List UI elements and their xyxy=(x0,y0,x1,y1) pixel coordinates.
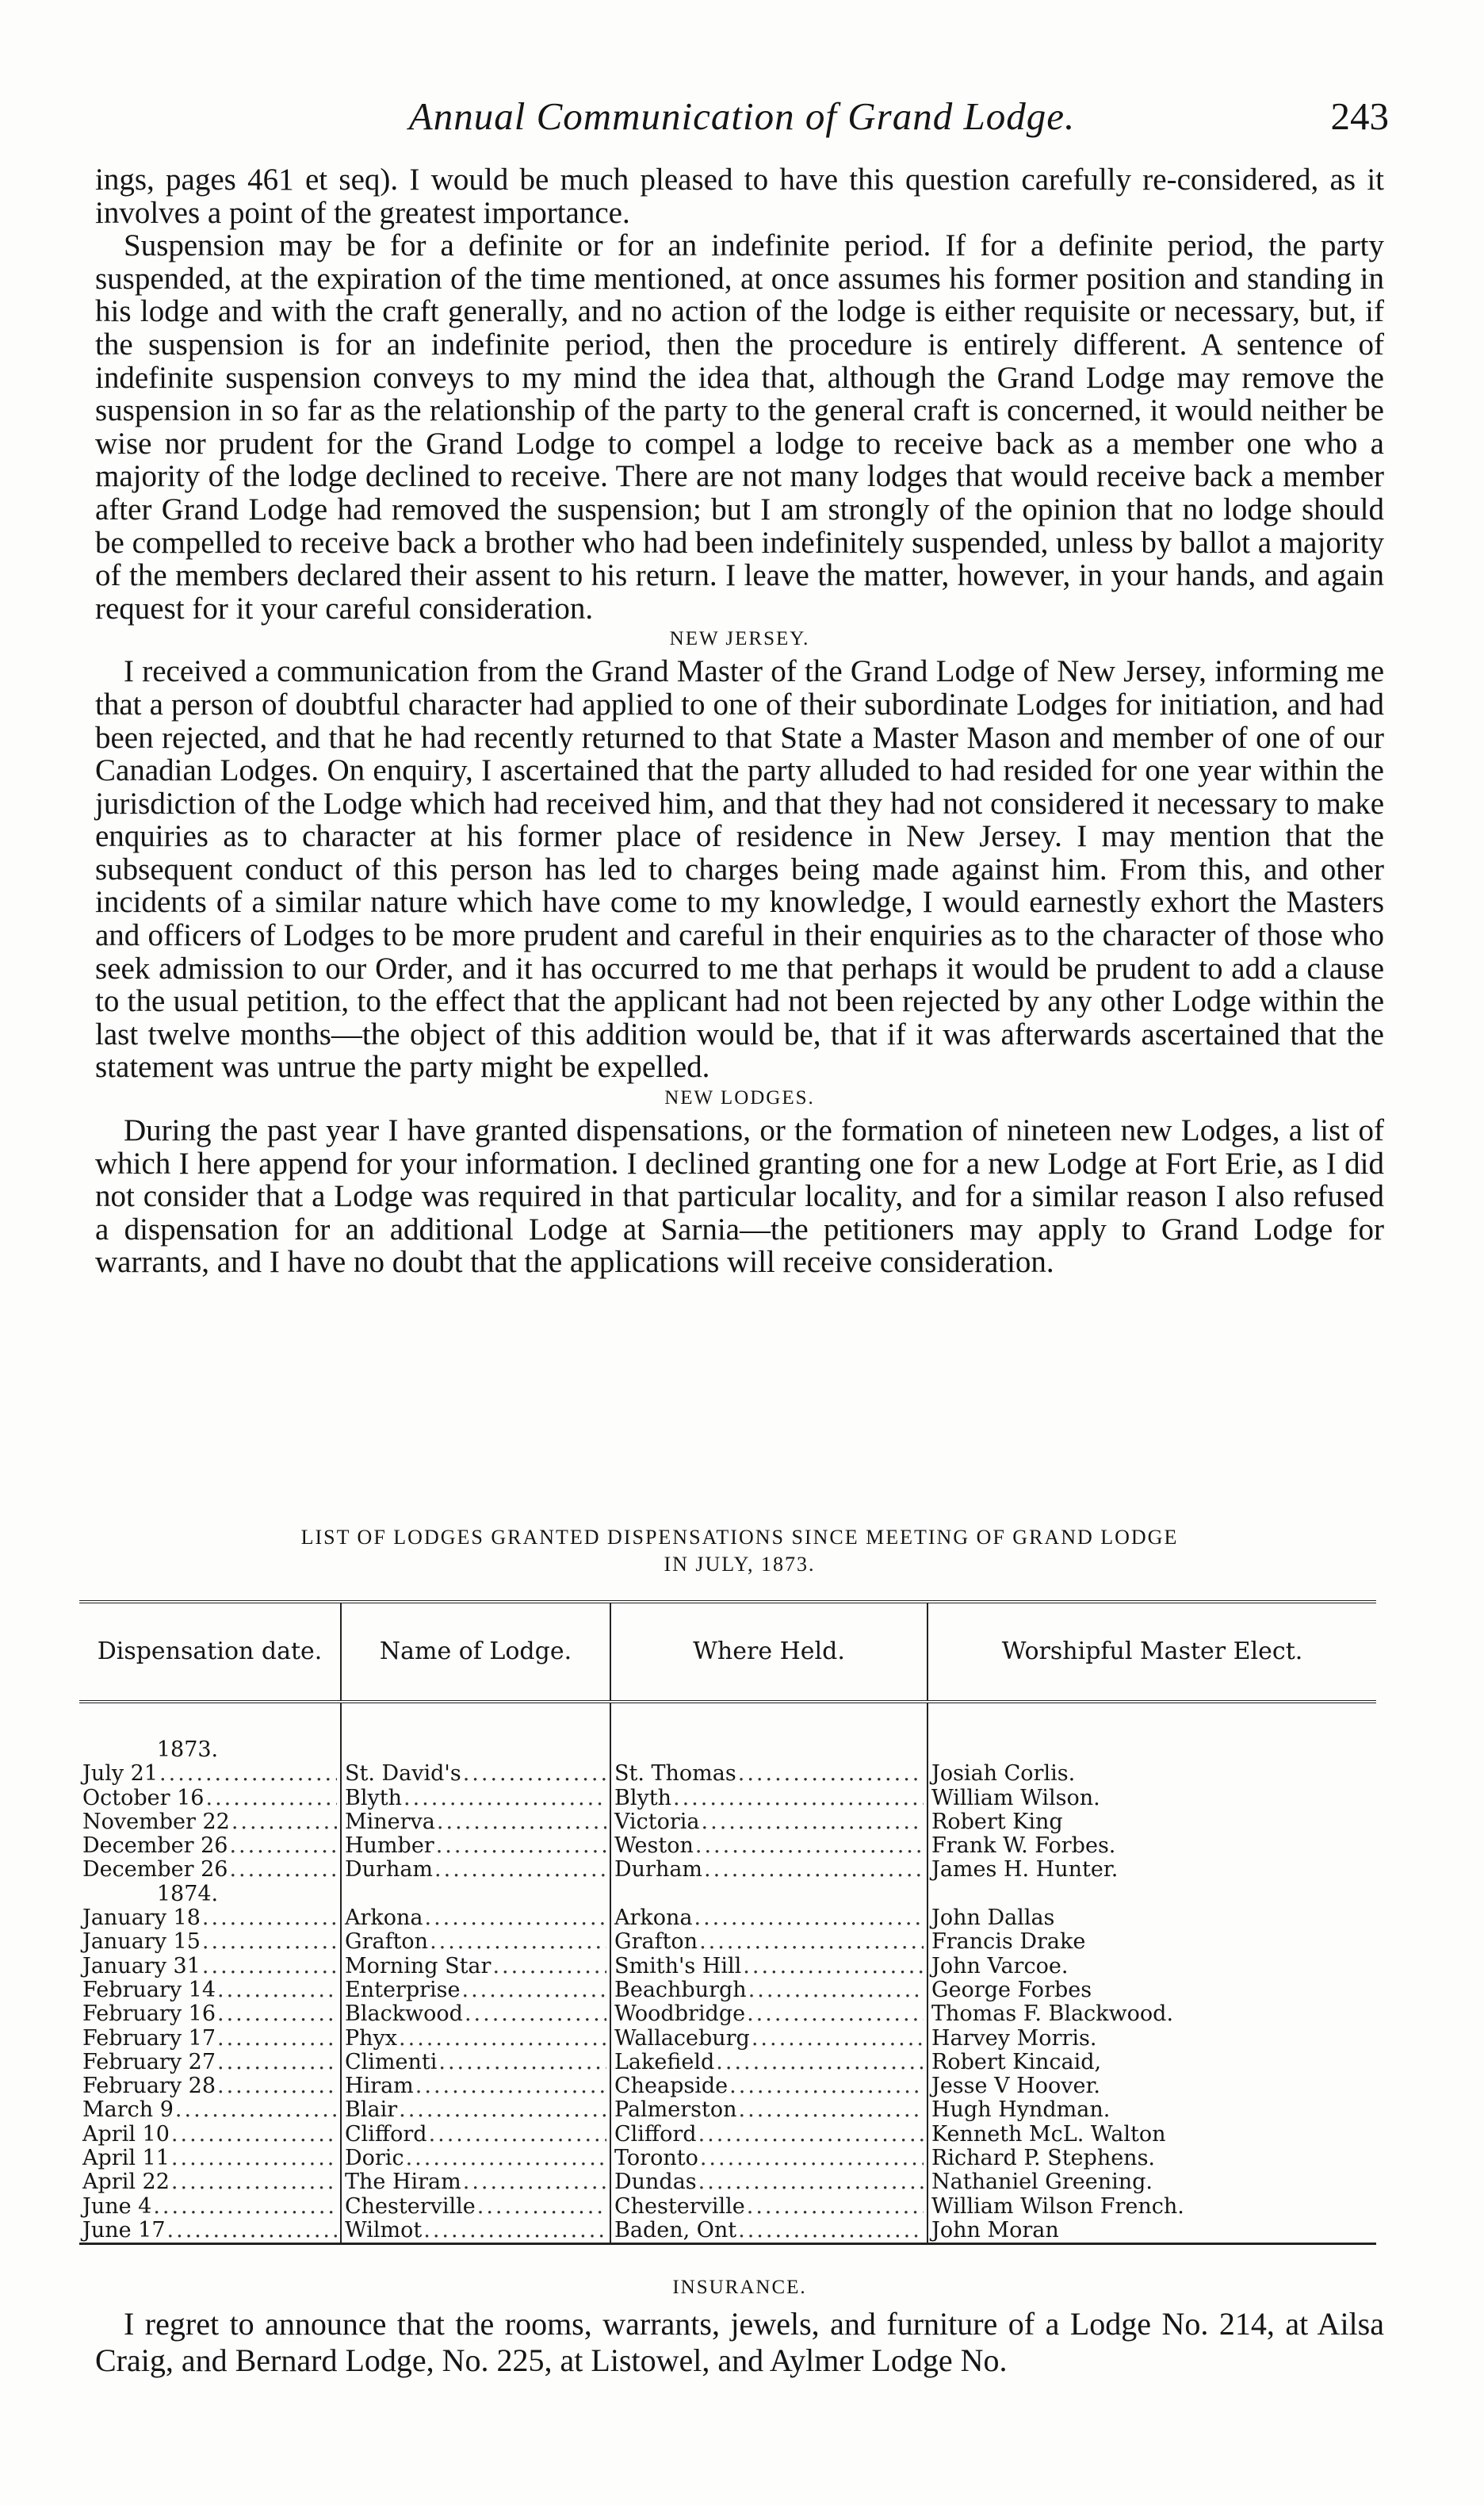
where-held-cell-text: Beachburgh xyxy=(614,1978,747,2002)
dispensation-date-cell-text: October 16 xyxy=(82,1786,205,1810)
dispensation-date-cell xyxy=(79,2027,341,2051)
lodge-name-cell-text: Minerva xyxy=(345,1810,435,1834)
where-held-cell-text: Palmerston xyxy=(614,2098,737,2123)
column-header-name: Name of Lodge. xyxy=(341,1602,610,1702)
table-row xyxy=(79,2098,1376,2122)
dispensation-date-cell xyxy=(79,2074,341,2098)
table-year-row xyxy=(79,1738,1376,1762)
leader-dots xyxy=(704,1858,924,1882)
table-row xyxy=(79,2195,1376,2219)
leader-dots xyxy=(699,1930,924,1954)
where-held-cell-text: St. Thomas xyxy=(614,1762,736,1787)
lodge-name-cell xyxy=(341,2098,610,2122)
where-held-cell-text: Durham xyxy=(614,1858,703,1883)
lodge-name-cell-text: Phyx xyxy=(345,2026,398,2051)
dispensation-date-cell-text: December 26 xyxy=(82,1834,228,1859)
list-title-line-1: LIST OF LODGES GRANTED DISPENSATIONS SINCE MEETING OF GRAND LODGE xyxy=(300,1526,1179,1549)
leader-dots xyxy=(217,2002,337,2026)
table-year-row xyxy=(79,1883,1376,1906)
paragraph-new-lodges: During the past year I have granted dispensations, or the formation of nineteen new Lodges, a list of which I here append for your information. I declined granting one for a new Lodge at Fort Erie, as I did not consider that a Lodge was required in that particular locality, and for a similar reason I also refused a dispensation for an additional Lodge at Sarnia—the petitioners may apply to Grand Lodge for warrants, and I have no doubt that the applications will receive consideration. xyxy=(95,1113,1384,1280)
table-row xyxy=(79,2027,1376,2051)
table-row xyxy=(79,1834,1376,1858)
lodge-name-cell-text: Doric xyxy=(345,2147,404,2171)
list-title-line-2: IN JULY, 1873. xyxy=(664,1553,816,1576)
leader-dots xyxy=(716,2051,924,2074)
leader-dots xyxy=(739,2098,924,2122)
lodge-name-cell xyxy=(341,1858,610,1882)
table-row xyxy=(79,1955,1376,1978)
where-held-cell-text: Lakefield xyxy=(614,2050,715,2074)
table-row xyxy=(79,1930,1376,1954)
leader-dots xyxy=(217,2027,337,2051)
dispensation-date-cell-text: April 11 xyxy=(82,2147,170,2171)
dispensation-date-cell-text: June 17 xyxy=(82,2218,166,2243)
where-held-cell xyxy=(610,2098,928,2122)
where-held-cell xyxy=(610,2123,928,2147)
leader-dots xyxy=(463,1762,606,1786)
page-number: 243 xyxy=(1330,94,1389,138)
lodge-name-cell xyxy=(341,1834,610,1858)
leader-dots xyxy=(700,2147,924,2170)
lodge-name-cell xyxy=(341,2051,610,2074)
leader-dots xyxy=(465,2002,606,2026)
dispensation-date-cell-text: January 31 xyxy=(82,1954,201,1978)
lodge-name-cell-text: Morning Star xyxy=(345,1954,491,1978)
leader-dots xyxy=(171,2170,337,2194)
body-text-bottom xyxy=(95,2306,1384,2379)
year-label-1873: 1873. xyxy=(156,1738,219,1762)
dispensation-date-cell-text: January 18 xyxy=(82,1906,201,1931)
dispensation-date-cell xyxy=(79,1858,341,1882)
lodge-name-cell xyxy=(341,1955,610,1978)
dispensation-date-cell xyxy=(79,1955,341,1978)
dispensation-date-cell-text: January 15 xyxy=(82,1930,201,1955)
leader-dots xyxy=(425,1906,606,1930)
table-row xyxy=(79,1978,1376,2002)
dispensation-date-cell-text: December 26 xyxy=(82,1858,228,1883)
dispensation-date-cell xyxy=(79,2219,341,2244)
master-elect-cell-text: Harvey Morris. xyxy=(931,2026,1097,2051)
column-header-place: Where Held. xyxy=(610,1602,928,1702)
leader-dots xyxy=(673,1787,924,1810)
lodge-name-cell-text: The Hiram xyxy=(345,2170,461,2195)
master-elect-cell xyxy=(928,2170,1376,2194)
list-title xyxy=(95,1524,1384,1578)
lodge-name-cell xyxy=(341,2170,610,2194)
table-spacer-row xyxy=(79,1702,1376,1738)
dispensation-date-cell xyxy=(79,1978,341,2002)
dispensation-date-cell xyxy=(79,2195,341,2219)
dispensation-date-cell xyxy=(79,2147,341,2170)
lodge-name-cell-text: Blackwood xyxy=(345,2002,463,2027)
master-elect-cell-text: William Wilson French. xyxy=(931,2194,1184,2219)
where-held-cell xyxy=(610,2195,928,2219)
where-held-cell-text: Baden, Ont xyxy=(614,2218,737,2243)
master-elect-cell xyxy=(928,2219,1376,2244)
where-held-cell-text: Weston xyxy=(614,1834,694,1859)
where-held-cell xyxy=(610,1858,928,1882)
dispensation-date-cell-text: February 14 xyxy=(82,1978,216,2002)
leader-dots xyxy=(748,1978,924,2002)
lodge-name-cell-text: Blyth xyxy=(345,1786,402,1810)
lodge-name-cell xyxy=(341,2147,610,2170)
master-elect-cell xyxy=(928,2002,1376,2026)
leader-dots xyxy=(171,2123,337,2147)
leader-dots xyxy=(202,1955,337,1978)
leader-dots xyxy=(205,1787,337,1810)
where-held-cell-text: Grafton xyxy=(614,1930,698,1955)
dispensation-date-cell xyxy=(79,1906,341,1930)
master-elect-cell xyxy=(928,1978,1376,2002)
where-held-cell-text: Cheapside xyxy=(614,2074,729,2099)
lodge-name-cell xyxy=(341,1906,610,1930)
dispensation-date-cell-text: November 22 xyxy=(82,1810,230,1834)
leader-dots xyxy=(477,2195,606,2219)
dispensation-date-cell-text: February 16 xyxy=(82,2002,216,2027)
lodge-name-cell-text: Hiram xyxy=(345,2074,414,2099)
dispensation-date-cell xyxy=(79,2002,341,2026)
lodges-table xyxy=(79,1600,1376,2245)
leader-dots xyxy=(436,1834,606,1858)
leader-dots xyxy=(217,2051,337,2074)
paragraph-continuation: ings, pages 461 et seq). I would be much pleased to have this question carefully re-considered, as it involves a point of the greatest importance. xyxy=(95,163,1384,230)
leader-dots xyxy=(429,2123,606,2147)
leader-dots xyxy=(171,2147,337,2170)
lodge-name-cell-text: Chesterville xyxy=(345,2194,476,2219)
leader-dots xyxy=(743,1955,924,1978)
lodge-name-cell xyxy=(341,1787,610,1810)
leader-dots xyxy=(415,2074,606,2098)
where-held-cell-text: Wallaceburg xyxy=(614,2026,750,2051)
lodge-name-cell xyxy=(341,2195,610,2219)
page-header xyxy=(95,94,1389,149)
lodge-name-cell-text: Arkona xyxy=(345,1906,423,1931)
dispensation-date-cell xyxy=(79,1834,341,1858)
table-row xyxy=(79,1858,1376,1882)
leader-dots xyxy=(752,2027,924,2051)
table-row xyxy=(79,2002,1376,2026)
leader-dots xyxy=(202,1906,337,1930)
master-elect-cell xyxy=(928,1762,1376,1786)
where-held-cell xyxy=(610,1810,928,1834)
table-row xyxy=(79,1762,1376,1786)
lodge-name-cell xyxy=(341,2027,610,2051)
lodge-name-cell-text: Clifford xyxy=(345,2122,427,2147)
master-elect-cell xyxy=(928,2074,1376,2098)
leader-dots xyxy=(738,2219,924,2243)
where-held-cell xyxy=(610,2170,928,2194)
master-elect-cell xyxy=(928,2051,1376,2074)
master-elect-cell-text: Richard P. Stephens. xyxy=(931,2147,1156,2171)
where-held-cell xyxy=(610,1930,928,1954)
lodge-name-cell xyxy=(341,2002,610,2026)
dispensation-date-cell xyxy=(79,2051,341,2074)
leader-dots xyxy=(217,1978,337,2002)
lodge-name-cell xyxy=(341,1810,610,1834)
dispensation-date-cell xyxy=(79,1810,341,1834)
master-elect-cell-text: Josiah Corlis. xyxy=(931,1762,1076,1787)
where-held-cell xyxy=(610,1834,928,1858)
where-held-cell xyxy=(610,1906,928,1930)
body-text-top xyxy=(95,163,1384,1279)
master-elect-cell-text: Kenneth McL. Walton xyxy=(931,2122,1166,2147)
leader-dots xyxy=(202,1930,337,1954)
dispensation-date-cell-text: February 17 xyxy=(82,2026,216,2051)
where-held-cell xyxy=(610,1787,928,1810)
dispensation-date-cell-text: June 4 xyxy=(82,2194,152,2219)
dispensation-date-cell xyxy=(79,2098,341,2122)
master-elect-cell-text: George Forbes xyxy=(931,1978,1092,2002)
leader-dots xyxy=(229,1858,337,1882)
where-held-cell-text: Toronto xyxy=(614,2147,698,2171)
master-elect-cell-text: John Varcoe. xyxy=(931,1954,1069,1978)
dispensation-date-cell xyxy=(79,1787,341,1810)
leader-dots xyxy=(738,1762,924,1786)
dispensation-date-cell xyxy=(79,1930,341,1954)
master-elect-cell xyxy=(928,2123,1376,2147)
leader-dots xyxy=(702,1810,924,1834)
leader-dots xyxy=(462,1978,607,2002)
leader-dots xyxy=(695,1834,924,1858)
leader-dots xyxy=(423,2219,606,2243)
table-row xyxy=(79,2074,1376,2098)
table-row xyxy=(79,2219,1376,2244)
leader-dots xyxy=(463,2170,606,2194)
where-held-cell-text: Chesterville xyxy=(614,2194,745,2219)
table-row xyxy=(79,2051,1376,2074)
lodge-name-cell xyxy=(341,1978,610,2002)
master-elect-cell-text: Nathaniel Greening. xyxy=(931,2170,1153,2195)
leader-dots xyxy=(231,1810,337,1834)
dispensation-date-cell-text: March 9 xyxy=(82,2098,174,2123)
master-elect-cell xyxy=(928,1955,1376,1978)
section-heading-new-lodges: NEW LODGES. xyxy=(664,1087,815,1109)
leader-dots xyxy=(698,2170,924,2194)
where-held-cell-text: Clifford xyxy=(614,2122,697,2147)
table-body xyxy=(79,1702,1376,2244)
master-elect-cell-text: Thomas F. Blackwood. xyxy=(931,2002,1174,2027)
lodge-name-cell-text: St. David's xyxy=(345,1762,461,1787)
lodge-name-cell-text: Blair xyxy=(345,2098,398,2123)
dispensation-date-cell xyxy=(79,2123,341,2147)
column-header-master: Worshipful Master Elect. xyxy=(928,1602,1376,1702)
dispensation-date-cell-text: July 21 xyxy=(82,1762,159,1787)
lodge-name-cell xyxy=(341,2219,610,2244)
section-heading-new-jersey: NEW JERSEY. xyxy=(669,628,810,650)
master-elect-cell-text: Robert King xyxy=(931,1810,1063,1834)
lodge-name-cell-text: Wilmot xyxy=(345,2218,423,2243)
where-held-cell xyxy=(610,1955,928,1978)
leader-dots xyxy=(229,1834,337,1858)
master-elect-cell xyxy=(928,1858,1376,1882)
leader-dots xyxy=(438,2051,606,2074)
master-elect-cell-text: Frank W. Forbes. xyxy=(931,1834,1116,1859)
master-elect-cell xyxy=(928,2195,1376,2219)
where-held-cell xyxy=(610,2074,928,2098)
leader-dots xyxy=(434,1858,606,1882)
table-row xyxy=(79,1906,1376,1930)
master-elect-cell xyxy=(928,2098,1376,2122)
where-held-cell xyxy=(610,2027,928,2051)
dispensation-date-cell-text: April 22 xyxy=(82,2170,170,2195)
dispensation-date-cell-text: April 10 xyxy=(82,2122,170,2147)
table-row xyxy=(79,1787,1376,1810)
paragraph-new-jersey: I received a communication from the Grand Master of the Grand Lodge of New Jersey, informing me that a person of doubtful character had applied to one of their subordinate Lodges for initiation, and had been rejected, and that he had recently returned to that State a Master Mason and member of one of our Canadian Lodges. On enquiry, I ascertained that the party alluded to had resided for one year within the jurisdiction of the Lodge which had received him, and that they had not considered it necessary to make enquiries as to character at his former place of residence in New Jersey. I may mention that the subsequent conduct of this person has led to charges being made against him. From this, and other incidents of a similar nature which have come to my knowledge, I would earnestly exhort the Masters and officers of Lodges to be more prudent and careful in their enquiries as to the character of those who seek admission to our Order, and it has occurred to me that perhaps it would be prudent to add a clause to the usual petition, to the effect that the applicant had not been rejected by any other Lodge within the last twelve months—the object of this addition would be, that if it was afterwards ascertained that the statement was untrue the party might be expelled. xyxy=(95,654,1384,1085)
leader-dots xyxy=(167,2219,337,2243)
where-held-cell-text: Dundas xyxy=(614,2170,697,2195)
lodge-name-cell xyxy=(341,2123,610,2147)
leader-dots xyxy=(698,2123,924,2147)
dispensation-date-cell xyxy=(79,2170,341,2194)
paragraph-insurance: I regret to announce that the rooms, warrants, jewels, and furniture of a Lodge No. 214, at Ailsa Craig, and Bernard Lodge, No. 225, at Listowel, and Aylmer Lodge No. xyxy=(95,2306,1384,2378)
table-header-row xyxy=(79,1602,1376,1702)
where-held-cell xyxy=(610,1978,928,2002)
leader-dots xyxy=(153,2195,337,2219)
master-elect-cell-text: James H. Hunter. xyxy=(931,1858,1119,1883)
lodge-name-cell-text: Climenti xyxy=(345,2050,438,2074)
where-held-cell-text: Smith's Hill xyxy=(614,1954,742,1978)
leader-dots xyxy=(729,2074,924,2098)
where-held-cell xyxy=(610,2051,928,2074)
leader-dots xyxy=(159,1762,337,1786)
master-elect-cell-text: John Dallas xyxy=(931,1906,1055,1931)
dispensation-date-cell xyxy=(79,1762,341,1786)
where-held-cell-text: Victoria xyxy=(614,1810,700,1834)
master-elect-cell-text: Hugh Hyndman. xyxy=(931,2098,1111,2123)
table-row xyxy=(79,2123,1376,2147)
lodge-name-cell xyxy=(341,2074,610,2098)
master-elect-cell-text: Robert Kincaid, xyxy=(931,2050,1102,2074)
leader-dots xyxy=(747,2002,924,2026)
master-elect-cell xyxy=(928,1906,1376,1930)
lodge-name-cell xyxy=(341,1762,610,1786)
lodge-name-cell xyxy=(341,1930,610,1954)
master-elect-cell-text: John Moran xyxy=(931,2218,1059,2243)
table-row xyxy=(79,2170,1376,2194)
lodge-name-cell-text: Grafton xyxy=(345,1930,429,1955)
table-row xyxy=(79,1810,1376,1834)
leader-dots xyxy=(399,2027,606,2051)
where-held-cell xyxy=(610,2219,928,2244)
lodge-name-cell-text: Durham xyxy=(345,1858,434,1883)
paragraph-suspension: Suspension may be for a definite or for an indefinite period. If for a definite period, the party suspended, at the expiration of the time mentioned, at once assumes his former position and standing in his lodge and with the craft generally, and no action of the lodge is either requisite or necessary, but, if the suspension is for an indefinite period, then the procedure is entirely different. A sentence of indefinite suspension conveys to my mind the idea that, although the Grand Lodge may remove the suspension in so far as the relationship of the party to the general craft is concerned, it would neither be wise nor prudent for the Grand Lodge to compel a lodge to receive back as a member one who a majority of the lodge declined to receive. There are not many lodges that would receive back a member after Grand Lodge had removed the suspension; but I am strongly of the opinion that no lodge should be compelled to receive back a brother who had been indefinitely suspended, unless by ballot a majority of the members declared their assent to his return. I leave the matter, however, in your hands, and again request for it your careful consideration. xyxy=(95,228,1384,626)
leader-dots xyxy=(406,2147,606,2170)
master-elect-cell xyxy=(928,1930,1376,1954)
dispensation-date-cell-text: February 28 xyxy=(82,2074,216,2099)
master-elect-cell xyxy=(928,1787,1376,1810)
leader-dots xyxy=(399,2098,606,2122)
leader-dots xyxy=(404,1787,606,1810)
master-elect-cell-text: Jesse V Hoover. xyxy=(931,2074,1100,2099)
where-held-cell xyxy=(610,2002,928,2026)
where-held-cell xyxy=(610,2147,928,2170)
dispensation-date-cell-text: February 27 xyxy=(82,2050,216,2074)
where-held-cell xyxy=(610,1762,928,1786)
master-elect-cell xyxy=(928,2147,1376,2170)
running-title: Annual Communication of Grand Lodge. xyxy=(408,94,1076,138)
leader-dots xyxy=(492,1955,606,1978)
where-held-cell-text: Woodbridge xyxy=(614,2002,746,2027)
year-label-1874: 1874. xyxy=(156,1882,219,1906)
lodge-name-cell-text: Enterprise xyxy=(345,1978,461,2002)
leader-dots xyxy=(175,2098,337,2122)
leader-dots xyxy=(437,1810,606,1834)
master-elect-cell xyxy=(928,2027,1376,2051)
master-elect-cell xyxy=(928,1810,1376,1834)
section-heading-insurance: INSURANCE. xyxy=(672,2277,807,2298)
where-held-cell-text: Blyth xyxy=(614,1786,671,1810)
leader-dots xyxy=(217,2074,337,2098)
master-elect-cell xyxy=(928,1834,1376,1858)
where-held-cell-text: Arkona xyxy=(614,1906,693,1931)
leader-dots xyxy=(694,1906,924,1930)
leader-dots xyxy=(747,2195,924,2219)
column-header-date: Dispensation date. xyxy=(79,1602,341,1702)
leader-dots xyxy=(430,1930,606,1954)
table-row xyxy=(79,2147,1376,2170)
lodge-name-cell-text: Humber xyxy=(345,1834,434,1859)
master-elect-cell-text: Francis Drake xyxy=(931,1930,1086,1955)
master-elect-cell-text: William Wilson. xyxy=(931,1786,1100,1810)
